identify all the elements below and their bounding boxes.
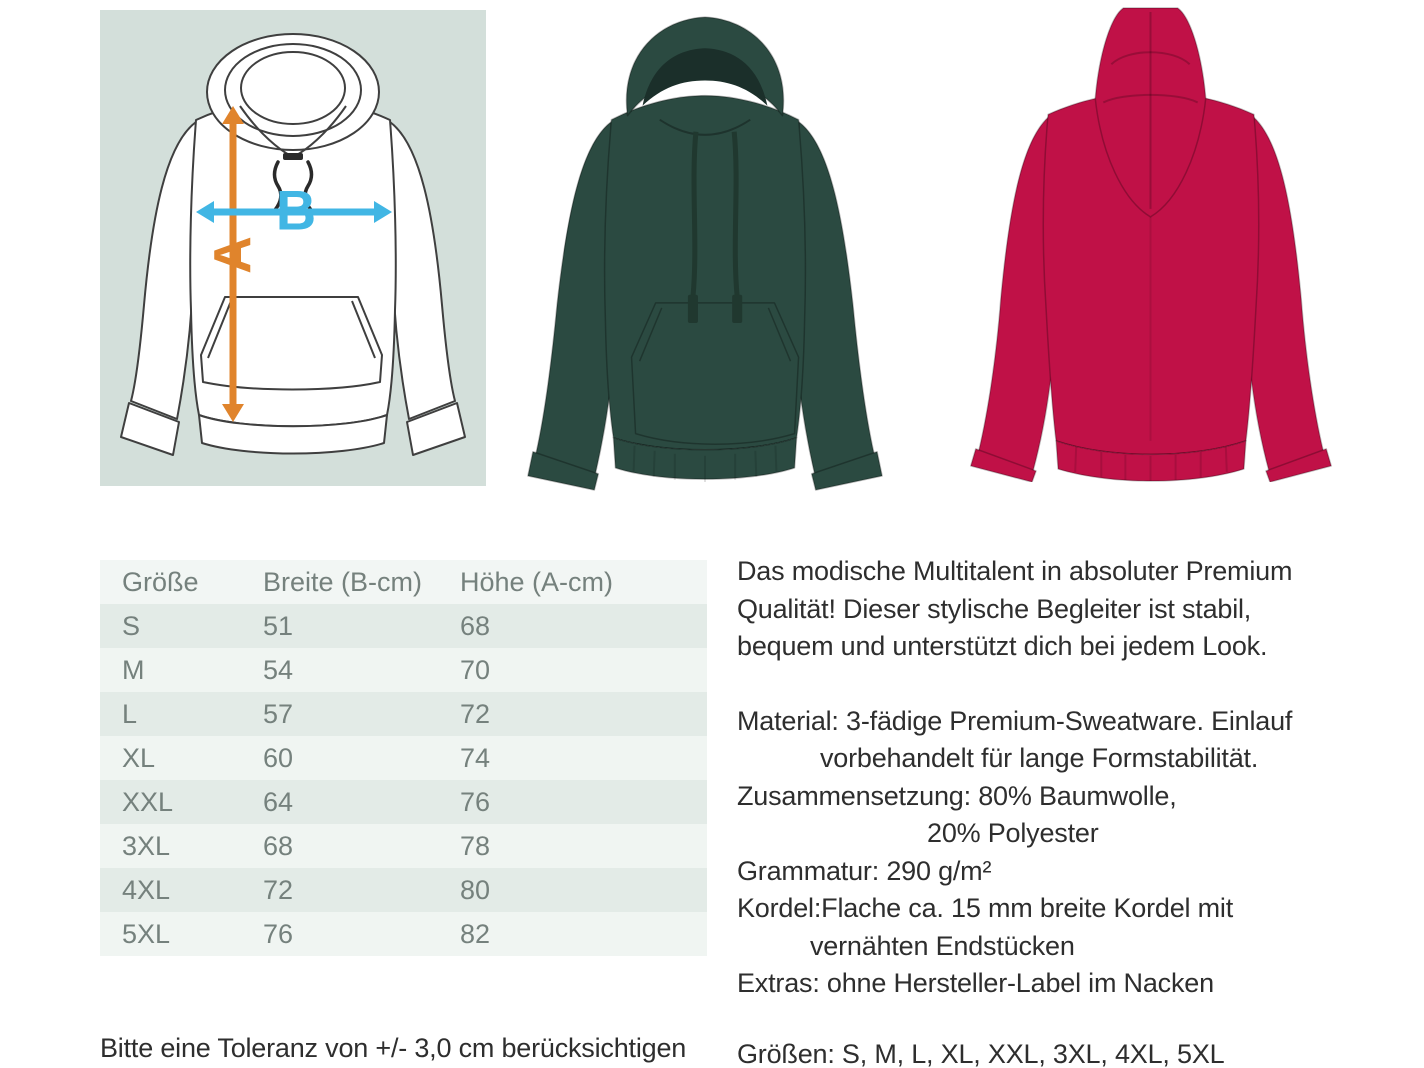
- height-cell: 68: [460, 610, 491, 641]
- extras-line: Extras: ohne Hersteller-Label im Nacken: [737, 968, 1214, 998]
- table-row: [100, 780, 707, 824]
- description-details: [737, 703, 1377, 1003]
- column-header-size: Größe: [122, 566, 199, 597]
- composition-line: Zusammensetzung: 80% Baumwolle,: [737, 780, 1177, 811]
- width-cell: 54: [263, 654, 294, 685]
- width-cell: 64: [263, 786, 294, 817]
- product-image-front: [505, 3, 905, 491]
- table-row: [100, 912, 707, 956]
- size-cell: 4XL: [122, 874, 171, 905]
- height-cell: 76: [460, 786, 491, 817]
- hoodie-front-illustration: [505, 3, 905, 491]
- height-cell: 82: [460, 918, 491, 949]
- size-table-header: [100, 560, 707, 604]
- table-row: [100, 824, 707, 868]
- hoodie-measurement-sketch: [100, 10, 486, 486]
- weight-line: Grammatur: 290 g/m²: [737, 855, 992, 886]
- size-cell: XXL: [122, 786, 174, 817]
- material-line: Material: 3-fädige Premium-Sweatware. Einlauf: [737, 705, 1293, 736]
- table-row: [100, 868, 707, 912]
- drawstring-knot: [283, 153, 303, 160]
- product-description: [737, 553, 1377, 1068]
- height-cell: 72: [460, 698, 491, 729]
- table-row: [100, 648, 707, 692]
- width-cell: 57: [263, 698, 294, 729]
- table-row: [100, 692, 707, 736]
- description-line: Das modische Multitalent in absoluter Premium: [737, 556, 1293, 586]
- table-row: [100, 604, 707, 648]
- composition-line-cont: 20% Polyester: [927, 818, 1099, 848]
- cord-line: Kordel:Flache ca. 15 mm breite Kordel mit: [737, 893, 1234, 923]
- size-cell: 5XL: [122, 918, 171, 949]
- width-cell: 76: [263, 918, 294, 949]
- description-line: Qualität! Dieser stylische Begleiter ist stabil,: [737, 593, 1252, 624]
- size-cell: L: [122, 698, 138, 729]
- height-cell: 74: [460, 742, 491, 773]
- product-image-back: [952, 2, 1350, 482]
- tolerance-note: Bitte eine Toleranz von +/- 3,0 cm berücksichtigen: [100, 1033, 687, 1063]
- size-cell: M: [122, 654, 145, 685]
- size-table: [100, 560, 707, 956]
- hoodie-back-illustration: [952, 2, 1350, 482]
- size-diagram-panel: [100, 10, 486, 486]
- size-cell: S: [122, 610, 141, 641]
- available-sizes-line: Größen: S, M, L, XL, XXL, 3XL, 4XL, 5XL: [737, 1038, 1225, 1068]
- width-cell: 68: [263, 830, 294, 861]
- height-cell: 80: [460, 874, 491, 905]
- width-cell: 51: [263, 610, 294, 641]
- width-cell: 72: [263, 874, 294, 905]
- height-cell: 70: [460, 654, 491, 685]
- column-header-height: Höhe (A-cm): [460, 566, 614, 597]
- material-line-cont: vorbehandelt für lange Formstabilität.: [820, 743, 1259, 773]
- description-line: bequem und unterstützt dich bei jedem Look.: [737, 631, 1268, 661]
- label-a: A: [204, 236, 262, 274]
- table-row: [100, 736, 707, 780]
- label-b: B: [275, 178, 317, 242]
- cord-line-cont: vernähten Endstücken: [810, 930, 1075, 961]
- size-cell: XL: [122, 742, 156, 773]
- column-header-width: Breite (B-cm): [263, 566, 423, 597]
- description-intro: [737, 553, 1377, 666]
- height-cell: 78: [460, 830, 491, 861]
- width-cell: 60: [263, 742, 294, 773]
- size-cell: 3XL: [122, 830, 171, 861]
